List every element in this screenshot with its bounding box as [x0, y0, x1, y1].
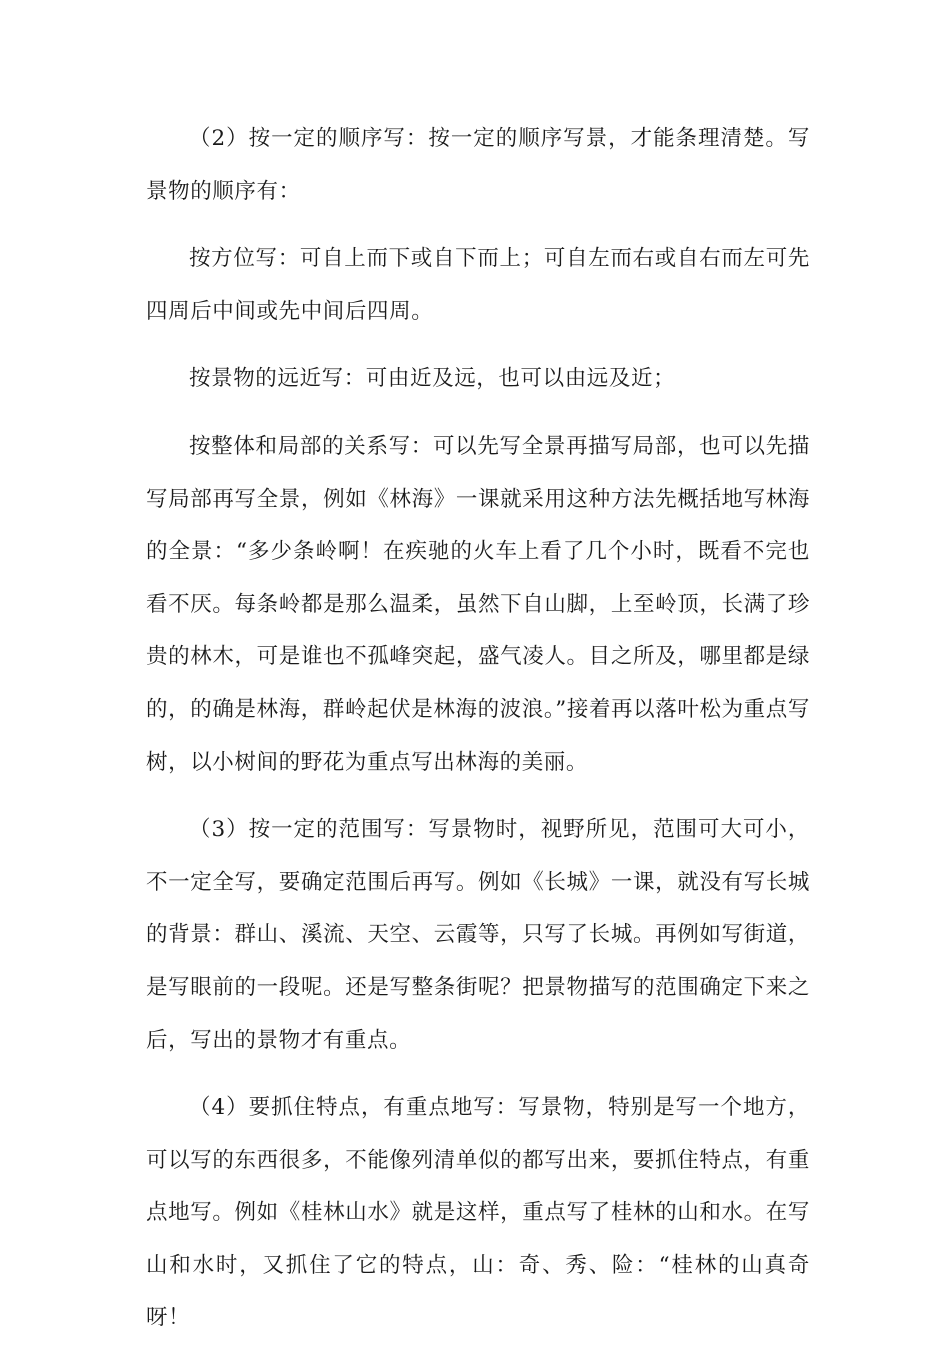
paragraph-scope: （3）按一定的范围写：写景物时，视野所见，范围可大可小，不一定全写，要确定范围后再写。例如《长城》一课，就没有写长城的背景：群山、溪流、天空、云霞等，只写了长城。再例如写街道，是写眼前的一段呢。还是写整条街呢？把景物描写的范围确定下来之后，写出的景物才有重点。: [146, 817, 810, 1053]
paragraph-whole-part-order: 按整体和局部的关系写：可以先写全景再描写局部，也可以先描写局部再写全景，例如《林海》一课就采用这种方法先概括地写林海的全景：“多少条岭啊！在疾驰的火车上看了几个小时，既看不完也看不厌。每条岭都是那么温柔，虽然下自山脚，上至岭顶，长满了珍贵的林木，可是谁也不孤峰突起，盛气凌人。目之所及，哪里都是绿的，的确是林海，群岭起伏是林海的波浪。”接着再以落叶松为重点写树，以小树间的野花为重点写出林海的美丽。: [146, 433, 810, 775]
document-body: [146, 113, 810, 1360]
paragraph-direction-order: 按方位写：可自上而下或自下而上；可自左而右或自右而左可先四周后中间或先中间后四周。: [146, 246, 810, 324]
paragraph-distance-order: 按景物的远近写：可由近及远，也可以由远及近；: [189, 366, 676, 392]
paragraph-sequence-heading: （2）按一定的顺序写：按一定的顺序写景，才能条理清楚。写景物的顺序有：: [146, 126, 810, 204]
paragraph-features: （4）要抓住特点，有重点地写：写景物，特别是写一个地方，可以写的东西很多，不能像列清单似的都写出来，要抓住特点，有重点地写。例如《桂林山水》就是这样，重点写了桂林的山和水。在写山和水时，又抓住了它的特点，山：奇、秀、险：“桂林的山真奇呀！: [146, 1095, 810, 1331]
